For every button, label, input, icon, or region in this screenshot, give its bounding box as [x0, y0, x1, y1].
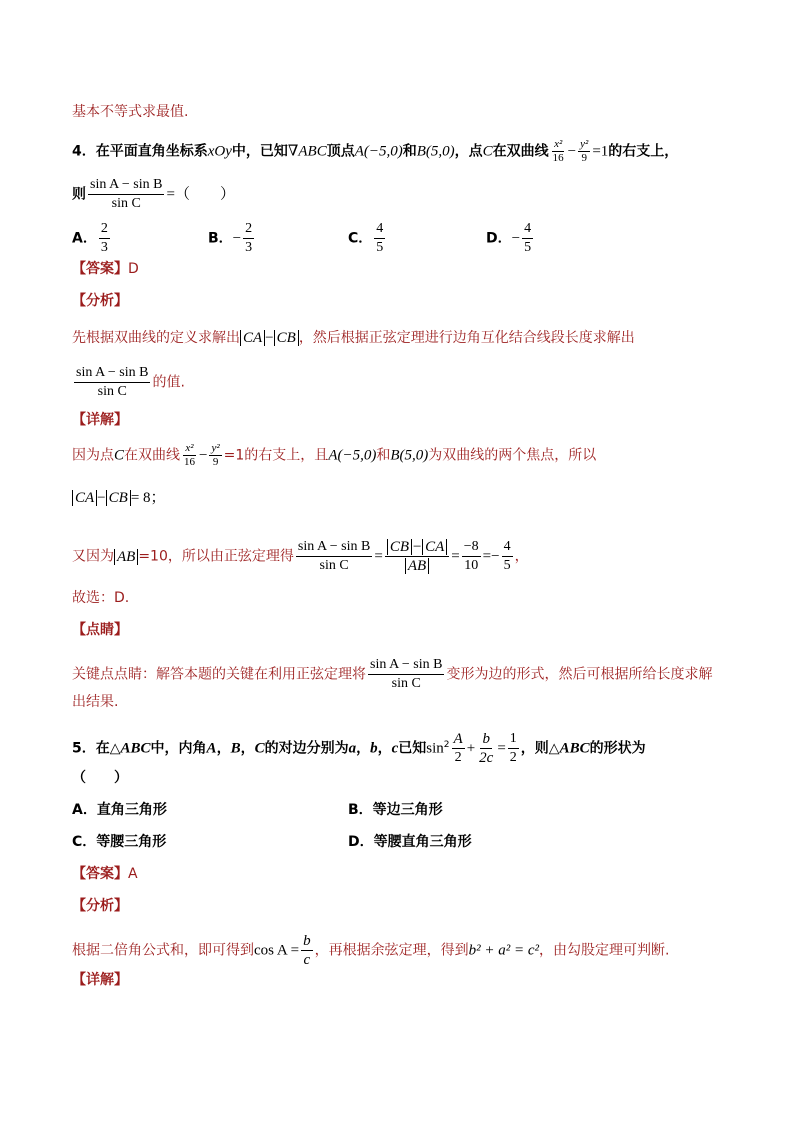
q5-option-b[interactable]: B．等边三角形 [348, 802, 443, 818]
q5-option-c[interactable]: C．等腰三角形 [72, 834, 167, 850]
q4-key-line1: 关键点点睛：解答本题的关键在利用正弦定理将 $\frac{\text{sin A − sin B}}{\text{sin C}}$ 变形为边的形式，然后可根据所给长度求解 [72, 657, 713, 691]
q4-point-c: C [482, 143, 493, 160]
q4-text: 在双曲线 [492, 143, 549, 160]
q4-text: 和 [402, 143, 417, 160]
q4-analysis-tag: 【分析】 [72, 293, 128, 309]
q4-detail-line2: CA − CB = 8； [72, 488, 166, 508]
q4-text: 在平面直角坐标系 [95, 143, 208, 160]
q4-coord: xOy [207, 143, 232, 160]
q4-expression: $\frac{\text{sin A − sin B}}{\text{sin C}}$ [90, 177, 163, 211]
q5-option-a[interactable]: A．直角三角形 [72, 802, 167, 818]
q4-text: 顶点 [326, 143, 355, 160]
q4-key-line2: 出结果. [72, 694, 119, 710]
minus-sign: − [567, 143, 577, 160]
q4-option-d[interactable]: D．− $\frac{4}{5}$ [486, 221, 532, 255]
q4-detail-line3: 又因为 AB =10，所以由正弦定理得 $\frac{\text{sin A − sin B}}{\text{sin C}}$ = $\frac{CB - CA}{AB}$ = $\frac{-8}{10}$ =− $\frac{4}{5}$ ， [72, 539, 529, 574]
q4-stem-line2 [72, 176, 235, 213]
q4-number: 4． [72, 143, 96, 160]
q4-option-a[interactable]: A． $\frac{2}{3}$ [72, 221, 108, 255]
q5-analysis-line: 根据二倍角公式和，即可得到cos A = $\frac{b}{c}$ ，再根据余弦定理，得到b² + a² = c²，由勾股定理可判断. [72, 933, 670, 968]
q4-conclusion: 故选：D. [72, 590, 130, 606]
q5-answer: 【答案】A [72, 866, 138, 882]
q4-key-tag: 【点睛】 [72, 622, 128, 638]
q4-stem-line1 [72, 138, 678, 165]
q4-option-c[interactable]: C． $\frac{4}{5}$ [348, 221, 384, 255]
equals-one: =1 [592, 143, 609, 160]
intro-line: 基本不等式求最值. [72, 104, 189, 120]
hyperbola-x-term: $\frac{\text{x²}}{16}$ [552, 138, 564, 164]
q5-option-d[interactable]: D．等腰直角三角形 [348, 834, 472, 850]
q4-text: ，点 [454, 143, 483, 160]
q4-detail-tag: 【详解】 [72, 412, 128, 428]
q4-text: 则 [72, 186, 86, 203]
hyperbola-y-term: $\frac{\text{y²}}{9}$ [580, 138, 589, 164]
q4-detail-line1: 因为点C在双曲线 $\frac{\text{x²}}{16}$ − $\frac{\text{y²}}{9}$ =1的右支上，且A(−5,0)和B(5,0)为双曲线的两个焦点，所以 [72, 442, 597, 468]
q5-blank: （ ） [72, 770, 128, 786]
q4-analysis-line1: 先根据双曲线的定义求解出 CA − CB ，然后根据正弦定理进行边角互化结合线段长度求解出 [72, 330, 635, 346]
q4-text: 的右支上， [608, 143, 679, 160]
q4-point-b: B(5,0) [416, 143, 455, 160]
q5-stem-line1: 5．在△ABC中，内角A，B，C的对边分别为a，b，c已知$\sin^2$ $\frac{A}{2}$ + $\frac{b}{2c}$ = $\frac{1}{2}$ ，则△ABC的形状为 [72, 731, 646, 766]
q4-triangle: ∇ABC [287, 143, 327, 160]
q4-blank: =（ ） [166, 186, 235, 203]
q4-answer: 【答案】D [72, 261, 139, 277]
q5-detail-tag: 【详解】 [72, 972, 128, 988]
q4-option-b[interactable]: B．− $\frac{2}{3}$ [208, 221, 253, 255]
q4-text: 中，已知 [231, 143, 288, 160]
q4-analysis-line2: $\frac{\text{sin A − sin B}}{\text{sin C}}$ 的值. [76, 365, 185, 399]
q4-point-a: A(−5,0) [354, 143, 403, 160]
q5-analysis-tag: 【分析】 [72, 898, 128, 914]
